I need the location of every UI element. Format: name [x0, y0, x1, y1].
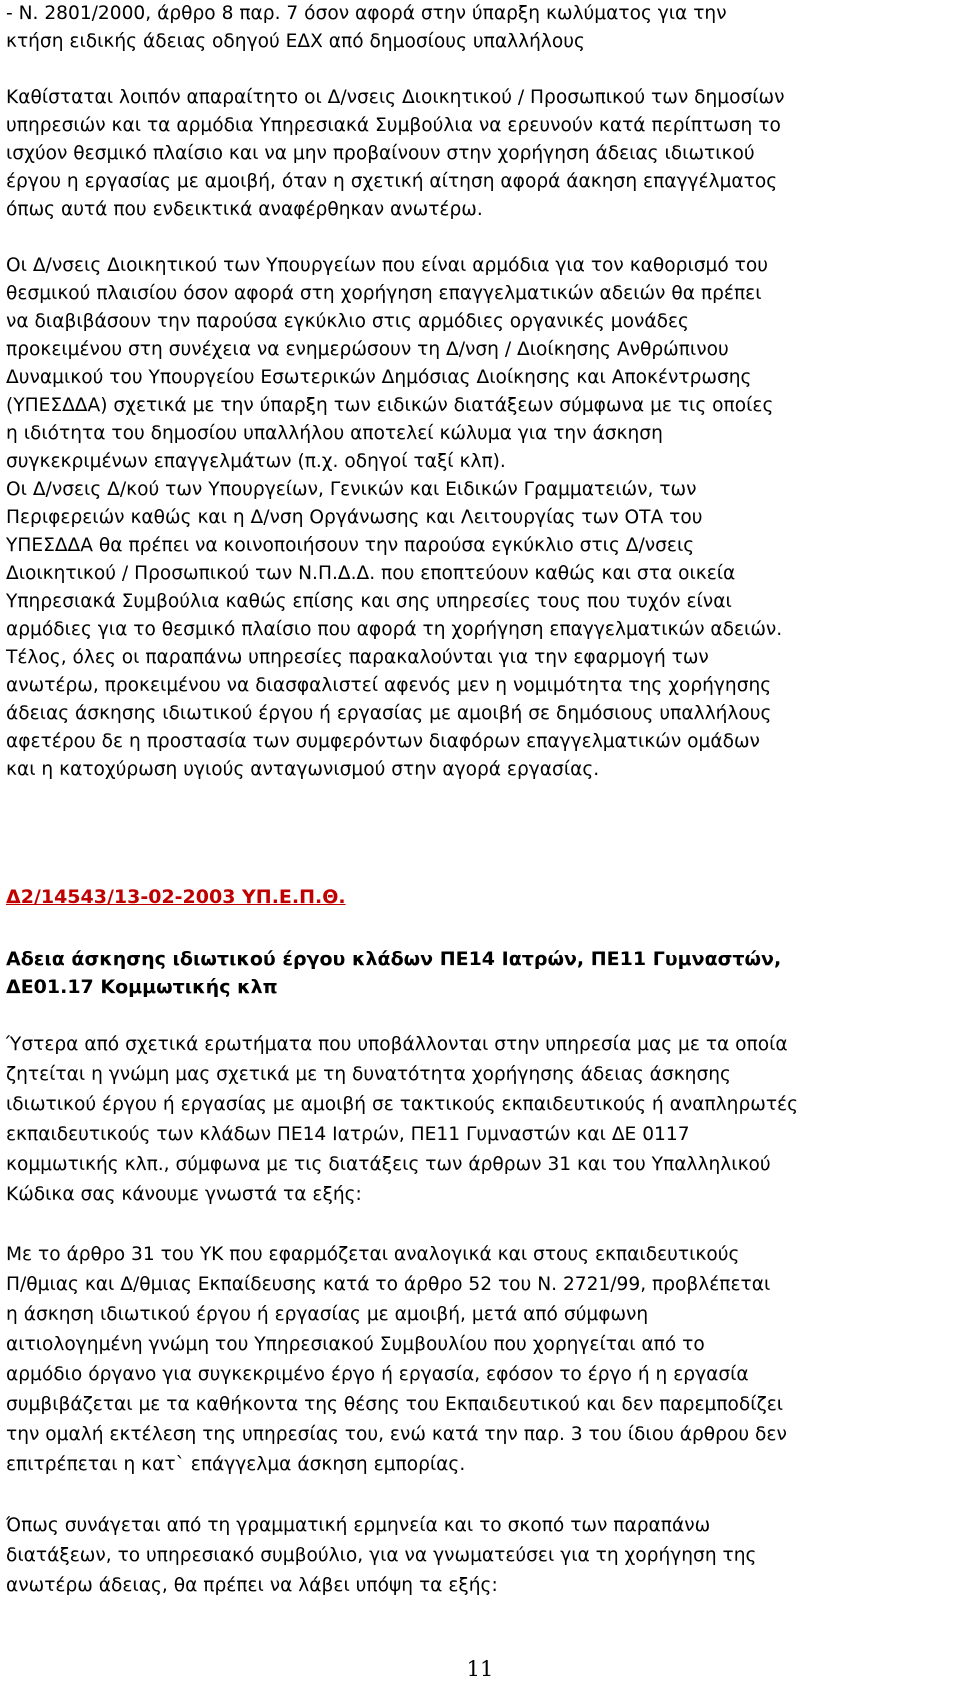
paragraph-2-line-13: Υπηρεσιακά Συμβούλια καθώς επίσης και σης υπηρεσίες τους που τυχόν είναι: [6, 591, 732, 612]
paragraph-4-line-7: την ομαλή εκτέλεση της υπηρεσίας του, ενώ κατά την παρ. 3 του ίδιου άρθρου δεν: [6, 1424, 787, 1445]
paragraph-3-line-4: εκπαιδευτικούς των κλάδων ΠΕ14 Ιατρών, ΠΕ11 Γυμναστών και ΔΕ 0117: [6, 1124, 690, 1145]
paragraph-2-line-11: ΥΠΕΣΔΔΑ θα πρέπει να κοινοποιήσουν την παρούσα εγκύκλιο στις Δ/νσεις: [6, 535, 695, 556]
paragraph-2-line-16: ανωτέρω, προκειμένου να διασφαλιστεί αφενός μεν η νομιμότητα της χορήγησης: [6, 675, 772, 696]
top-line-1: - Ν. 2801/2000, άρθρο 8 παρ. 7 όσον αφορά στην ύπαρξη κωλύματος για την: [6, 3, 727, 24]
paragraph-4-line-1: Με το άρθρο 31 του ΥΚ που εφαρμόζεται αναλογικά και στους εκπαιδευτικούς: [6, 1244, 740, 1265]
paragraph-3-line-3: ιδιωτικού έργου ή εργασίας με αμοιβή σε τακτικούς εκπαιδευτικούς ή αναπληρωτές: [6, 1094, 798, 1115]
paragraph-2-line-19: και η κατοχύρωση υγιούς ανταγωνισμού στην αγορά εργασίας.: [6, 759, 600, 780]
paragraph-1-line-2: υπηρεσιών και τα αρμόδια Υπηρεσιακά Συμβούλια να ερευνούν κατά περίπτωση το: [6, 115, 781, 136]
paragraph-4-line-6: συμβιβάζεται με τα καθήκοντα της θέσης του Εκπαιδευτικού και δεν παρεμποδίζει: [6, 1394, 784, 1415]
paragraph-2-line-5: Δυναμικού του Υπουργείου Εσωτερικών Δημόσιας Διοίκησης και Αποκέντρωσης: [6, 367, 752, 388]
paragraph-2-line-18: αφετέρου δε η προστασία των συμφερόντων διαφόρων επαγγελματικών ομάδων: [6, 731, 760, 752]
title-line-2: ΔΕ01.17 Κομμωτικής κλπ: [6, 976, 278, 998]
paragraph-4-line-4: αιτιολογημένη γνώμη του Υπηρεσιακού Συμβουλίου που χορηγείται από το: [6, 1334, 705, 1355]
paragraph-2-line-17: άδειας άσκησης ιδιωτικού έργου ή εργασίας με αμοιβή σε δημόσιους υπαλλήλους: [6, 703, 772, 724]
paragraph-2-line-1: Οι Δ/νσεις Διοικητικού των Υπουργείων που είναι αρμόδια για τον καθορισμό του: [6, 255, 768, 276]
paragraph-2-line-10: Περιφερειών καθώς και η Δ/νση Οργάνωσης και Λειτουργίας των ΟΤΑ του: [6, 507, 703, 528]
paragraph-2-line-6: (ΥΠΕΣΔΔΑ) σχετικά με την ύπαρξη των ειδικών διατάξεων σύμφωνα με τις οποίες: [6, 395, 774, 416]
paragraph-5-line-2: διατάξεων, το υπηρεσιακό συμβούλιο, για να γνωματεύσει για τη χορήγηση της: [6, 1545, 757, 1566]
paragraph-4-line-3: η άσκηση ιδιωτικού έργου ή εργασίας με αμοιβή, μετά από σύμφωνη: [6, 1304, 649, 1325]
title-line-1: Αδεια άσκησης ιδιωτικού έργου κλάδων ΠΕ14 Ιατρών, ΠΕ11 Γυμναστών,: [6, 948, 782, 970]
paragraph-2-line-14: αρμόδιες για το θεσμικό πλαίσιο που αφορά τη χορήγηση επαγγελματικών αδειών.: [6, 619, 783, 640]
paragraph-5-line-3: ανωτέρω άδειας, θα πρέπει να λάβει υπόψη τα εξής:: [6, 1575, 498, 1596]
paragraph-1-line-1: Καθίσταται λοιπόν απαραίτητο οι Δ/νσεις Διοικητικού / Προσωπικού των δημοσίων: [6, 87, 785, 108]
paragraph-1-line-3: ισχύον θεσμικό πλαίσιο και να μην προβαίνουν στην χορήγηση άδειας ιδιωτικού: [6, 143, 755, 164]
page-number: 11: [466, 1657, 494, 1681]
paragraph-2-line-9: Οι Δ/νσεις Δ/κού των Υπουργείων, Γενικών και Ειδικών Γραμματειών, των: [6, 479, 697, 500]
paragraph-2-line-2: θεσμικού πλαισίου όσον αφορά στη χορήγηση επαγγελματικών αδειών θα πρέπει: [6, 283, 762, 304]
paragraph-2-line-8: συγκεκριμένων επαγγελμάτων (π.χ. οδηγοί ταξί κλπ).: [6, 451, 506, 472]
paragraph-2-line-15: Τέλος, όλες οι παραπάνω υπηρεσίες παρακαλούνται για την εφαρμογή των: [6, 647, 709, 668]
paragraph-3-line-2: ζητείται η γνώμη μας σχετικά με τη δυνατότητα χορήγησης άδειας άσκησης: [6, 1064, 731, 1085]
top-line-2: κτήση ειδικής άδειας οδηγού ΕΔΧ από δημοσίους υπαλλήλους: [6, 31, 585, 52]
paragraph-4-line-8: επιτρέπεται η κατ` επάγγελμα άσκηση εμπορίας.: [6, 1454, 466, 1475]
paragraph-2-line-7: η ιδιότητα του δημοσίου υπαλλήλου αποτελεί κώλυμα για την άσκηση: [6, 423, 663, 444]
paragraph-1-line-4: έργου η εργασίας με αμοιβή, όταν η σχετική αίτηση αφορά άακηση επαγγέλματος: [6, 171, 778, 192]
paragraph-2-line-4: προκειμένου στη συνέχεια να ενημερώσουν τη Δ/νση / Διοίκησης Ανθρώπινου: [6, 339, 729, 360]
paragraph-5-line-1: Όπως συνάγεται από τη γραμματική ερμηνεία και το σκοπό των παραπάνω: [6, 1515, 711, 1536]
paragraph-4-line-5: αρμόδιο όργανο για συγκεκριμένο έργο ή εργασία, εφόσον το έργο ή η εργασία: [6, 1364, 749, 1385]
paragraph-3-line-5: κομμωτικής κλπ., σύμφωνα με τις διατάξεις των άρθρων 31 και του Υπαλληλικού: [6, 1154, 771, 1175]
paragraph-2-line-12: Διοικητικού / Προσωπικού των Ν.Π.Δ.Δ. που εποπτεύουν καθώς και στα οικεία: [6, 563, 736, 584]
reference-heading: Δ2/14543/13-02-2003 ΥΠ.Ε.Π.Θ.: [6, 886, 346, 908]
paragraph-3-line-1: Ύστερα από σχετικά ερωτήματα που υποβάλλονται στην υπηρεσία μας με τα οποία: [6, 1034, 788, 1055]
paragraph-1-line-5: όπως αυτά που ενδεικτικά αναφέρθηκαν ανωτέρω.: [6, 199, 483, 220]
paragraph-2-line-3: να διαβιβάσουν την παρούσα εγκύκλιο στις αρμόδιες οργανικές μονάδες: [6, 311, 689, 332]
paragraph-3-line-6: Κώδικα σας κάνουμε γνωστά τα εξής:: [6, 1184, 362, 1205]
paragraph-4-line-2: Π/θμιας και Δ/θμιας Εκπαίδευσης κατά το άρθρο 52 του Ν. 2721/99, προβλέπεται: [6, 1274, 771, 1295]
